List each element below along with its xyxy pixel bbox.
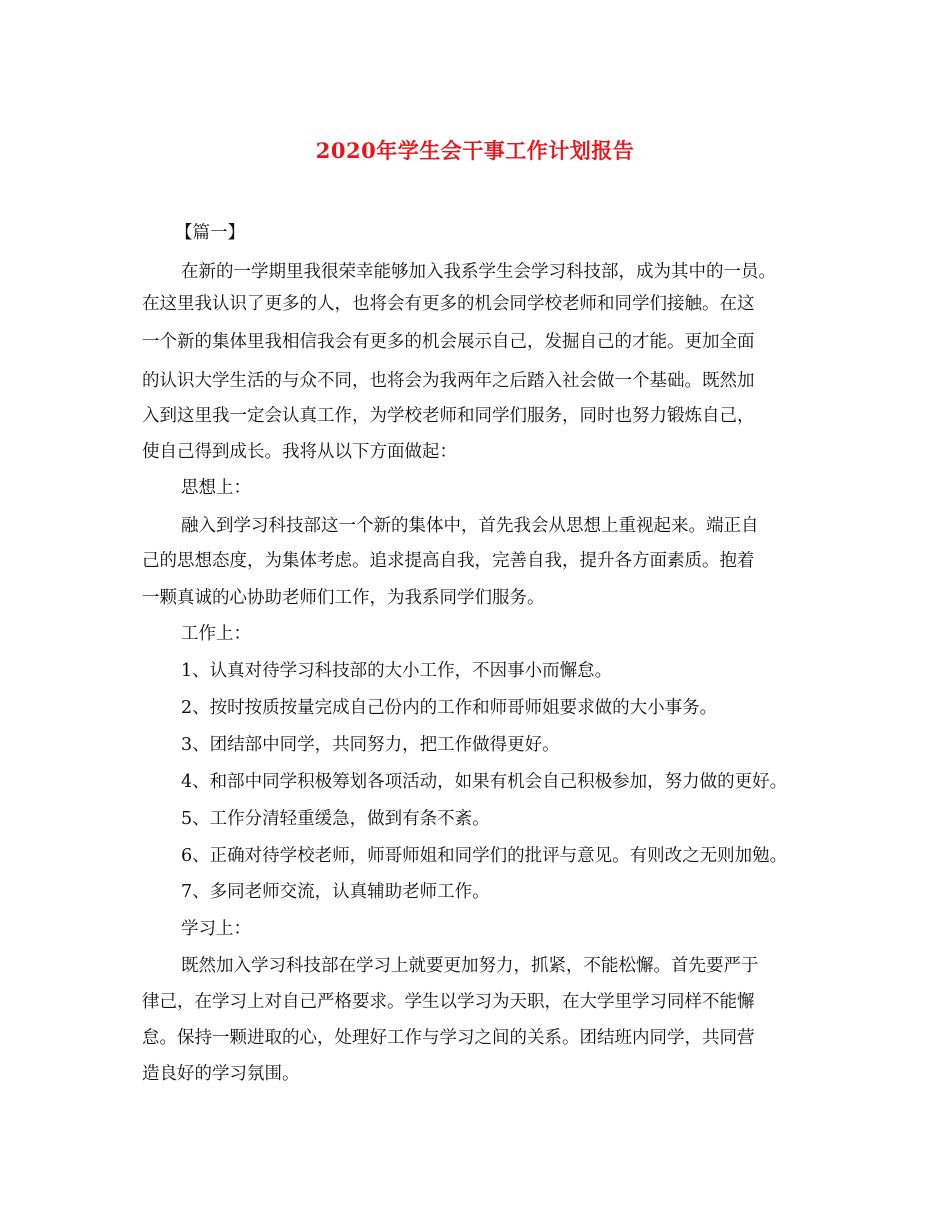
work-item: 3、团结部中同学，共同努力，把工作做得更好。 (181, 735, 560, 755)
study-line: 怠。保持一颗进取的心，处理好工作与学习之间的关系。团结班内同学，共同营 (142, 1028, 755, 1048)
work-item: 2、按时按质按量完成自己份内的工作和师哥师姐要求做的大小事务。 (181, 698, 718, 718)
work-item: 7、多同老师交流，认真辅助老师工作。 (181, 882, 490, 902)
work-item: 5、工作分清轻重缓急，做到有条不紊。 (181, 809, 490, 829)
study-heading: 学习上： (181, 919, 251, 939)
work-item: 4、和部中同学积极筹划各项活动，如果有机会自己积极参加，努力做的更好。 (181, 772, 788, 792)
intro-line: 使自己得到成长。我将从以下方面做起： (142, 442, 457, 462)
intro-line: 的认识大学生活的与众不同，也将会为我两年之后踏入社会做一个基础。既然加 (142, 371, 755, 391)
thought-line: 己的思想态度，为集体考虑。追求提高自我，完善自我，提升各方面素质。抱着 (142, 551, 755, 571)
intro-line: 入到这里我一定会认真工作，为学校老师和同学们服务，同时也努力锻炼自己， (142, 406, 755, 426)
intro-line: 一个新的集体里我相信我会有更多的机会展示自己，发掘自己的才能。更加全面 (142, 332, 755, 352)
document-title: 2020年学生会干事工作计划报告 (315, 138, 635, 163)
study-line: 造良好的学习氛围。 (142, 1064, 300, 1084)
section-heading: 【篇一】 (175, 223, 245, 243)
work-item: 1、认真对待学习科技部的大小工作，不因事小而懈怠。 (181, 661, 613, 681)
study-line: 律己，在学习上对自己严格要求。学生以学习为天职，在大学里学习同样不能懈 (142, 992, 755, 1012)
intro-line: 在新的一学期里我很荣幸能够加入我系学生会学习科技部，成为其中的一员。 (181, 262, 776, 282)
thought-line: 融入到学习科技部这一个新的集体中，首先我会从思想上重视起来。端正自 (181, 516, 759, 536)
intro-line: 在这里我认识了更多的人，也将会有更多的机会同学校老师和同学们接触。在这 (142, 294, 755, 314)
thought-line: 一颗真诚的心协助老师们工作，为我系同学们服务。 (142, 588, 545, 608)
work-item: 6、正确对待学校老师，师哥师姐和同学们的批评与意见。有则改之无则加勉。 (181, 846, 788, 866)
work-heading: 工作上： (181, 624, 251, 644)
study-line: 既然加入学习科技部在学习上就要更加努力，抓紧，不能松懈。首先要严于 (181, 956, 759, 976)
thought-heading: 思想上： (181, 478, 251, 498)
